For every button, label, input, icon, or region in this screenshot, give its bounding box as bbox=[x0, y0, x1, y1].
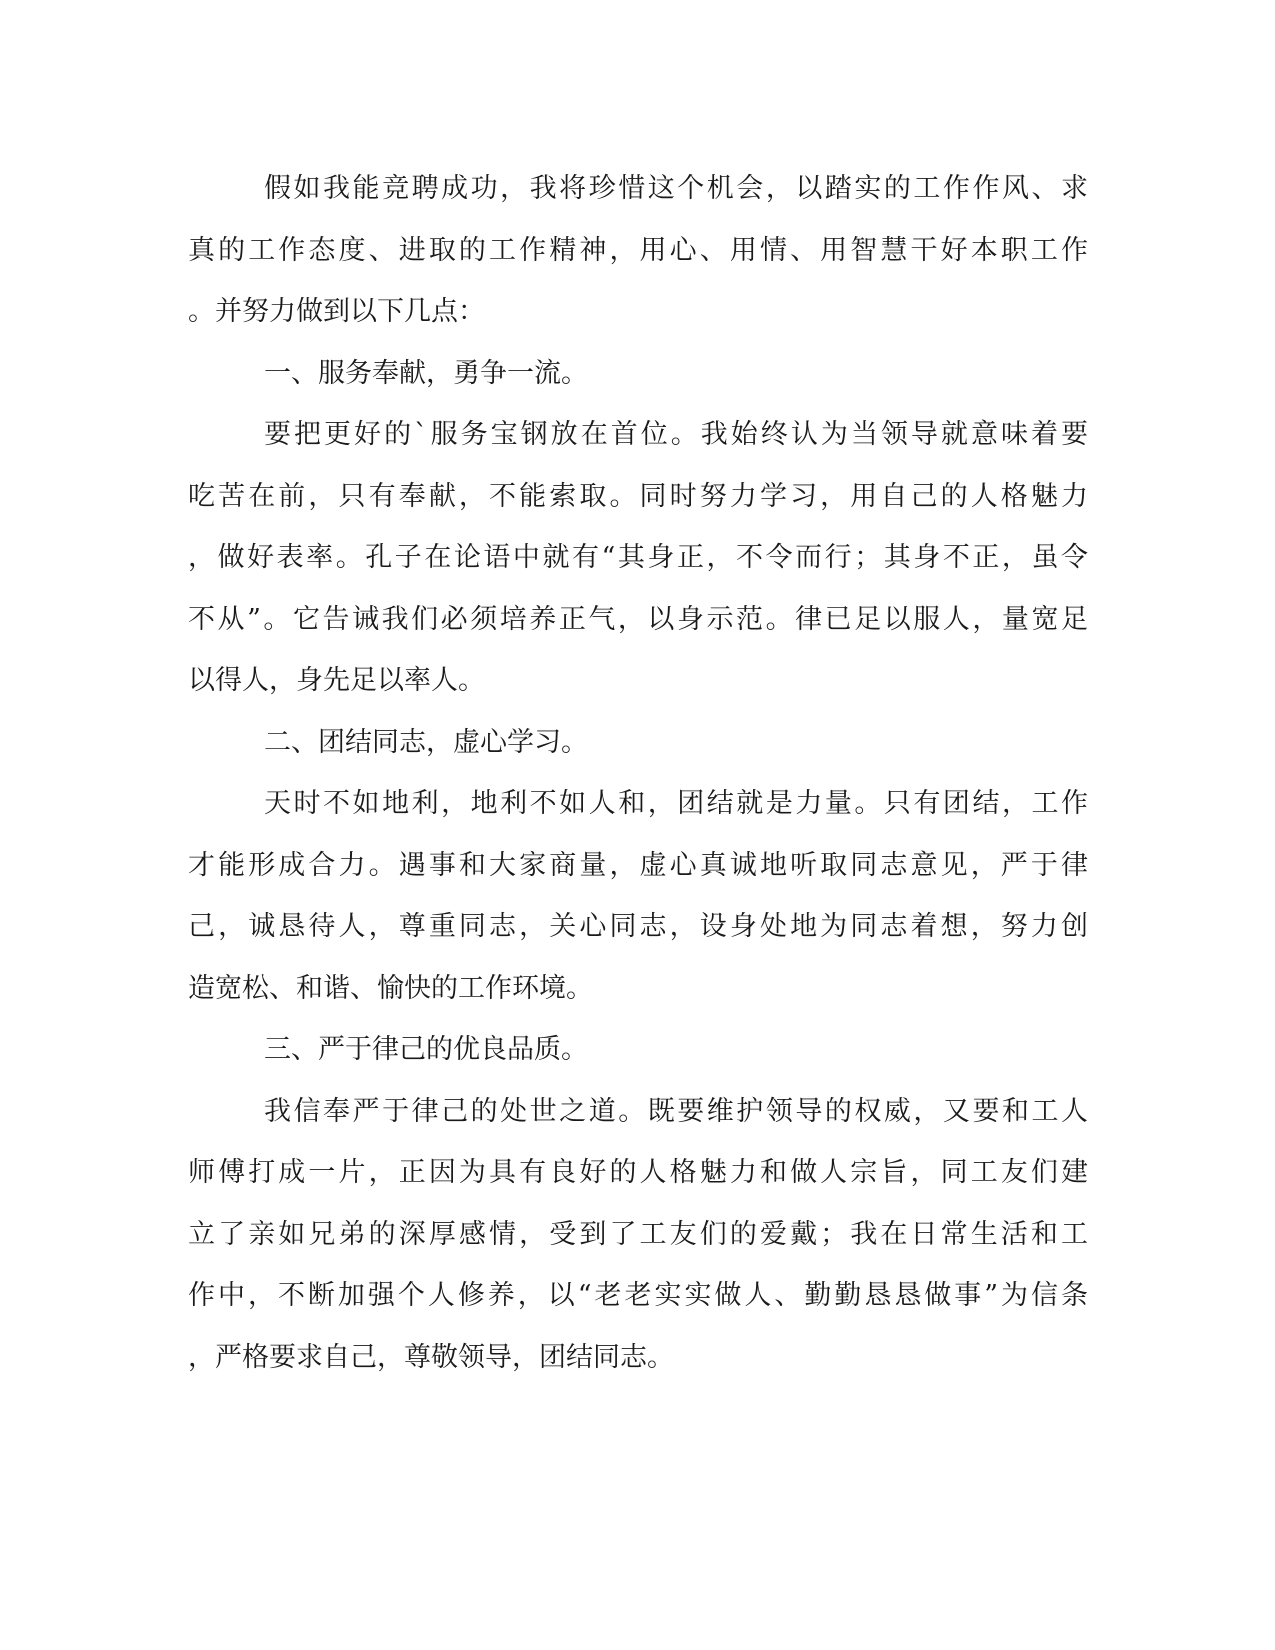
text-line: ，严格要求自己，尊敬领导，团结同志。 bbox=[188, 1341, 674, 1373]
section-heading-self-discipline bbox=[188, 1019, 1088, 1081]
text-line: 吃苦在前，只有奉献，不能索取。同时努力学习，用自己的人格魅力 bbox=[188, 480, 1088, 512]
text-line: 以得人，身先足以率人。 bbox=[188, 665, 485, 696]
paragraph-self-discipline bbox=[188, 1081, 1088, 1389]
text-line: 天时不如地利，地利不如人和，团结就是力量。只有团结，工作 bbox=[264, 788, 1088, 819]
text-line: 我信奉严于律己的处世之道。既要维护领导的权威，又要和工人 bbox=[264, 1095, 1088, 1127]
text-line: 作中，不断加强个人修养，以“老老实实做人、勤勤恳恳做事”为信条 bbox=[188, 1280, 1088, 1311]
text-line: 立了亲如兄弟的深厚感情，受到了工友们的爱戴；我在日常生活和工 bbox=[188, 1218, 1088, 1250]
section-heading-service bbox=[188, 343, 1088, 405]
text-line: 才能形成合力。遇事和大家商量，虚心真诚地听取同志意见，严于律 bbox=[188, 849, 1088, 881]
text-line: ，做好表率。孔子在论语中就有“其身正，不令而行；其身不正，虽令 bbox=[188, 542, 1088, 573]
text-line: 假如我能竞聘成功，我将珍惜这个机会，以踏实的工作作风、求 bbox=[264, 173, 1088, 204]
paragraph-unity bbox=[188, 773, 1088, 1019]
text-line: 不从”。它告诫我们必须培养正气，以身示范。律已足以服人，量宽足 bbox=[188, 603, 1088, 635]
text-line: 师傅打成一片，正因为具有良好的人格魅力和做人宗旨，同工友们建 bbox=[188, 1157, 1088, 1188]
section-heading-unity bbox=[188, 712, 1088, 774]
section-heading-text: 三、严于律己的优良品质。 bbox=[264, 1034, 588, 1065]
text-line: 造宽松、和谐、愉快的工作环境。 bbox=[188, 972, 593, 1004]
paragraph-service bbox=[188, 404, 1088, 712]
section-heading-text: 一、服务奉献，勇争一流。 bbox=[264, 357, 588, 389]
paragraph-competition-pledge bbox=[188, 158, 1088, 343]
section-heading-text: 二、团结同志，虚心学习。 bbox=[264, 726, 588, 758]
text-line: 己，诚恳待人，尊重同志，关心同志，设身处地为同志着想，努力创 bbox=[188, 911, 1088, 942]
text-line: 要把更好的`服务宝钢放在首位。我始终认为当领导就意味着要 bbox=[264, 419, 1088, 450]
text-line: 。并努力做到以下几点： bbox=[188, 296, 485, 327]
text-line: 真的工作态度、进取的工作精神，用心、用情、用智慧干好本职工作 bbox=[188, 234, 1088, 266]
document-body bbox=[188, 158, 1088, 1388]
